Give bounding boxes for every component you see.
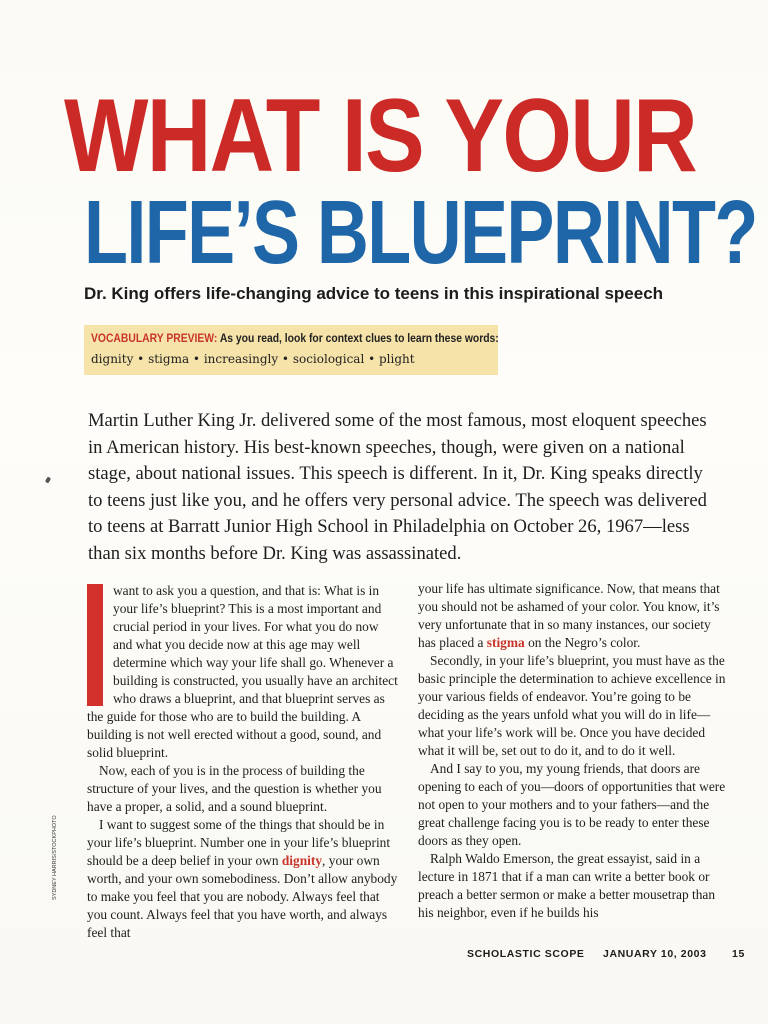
speech-paragraph: Now, each of you is in the process of building the structure of your lives, and the question is whether you have a proper, a solid, and a sound blueprint. [87, 763, 382, 814]
scan-speck [45, 476, 51, 483]
vocab-word-dignity: dignity [281, 853, 323, 868]
speech-paragraph: Ralph Waldo Emerson, the great essayist, said in a lecture in 1871 that if a man can write a better book or preach a better sermon or make a better mousetrap than his neighbor, even if he builds his [418, 851, 716, 920]
headline-line-1: WHAT IS YOUR [64, 78, 696, 194]
speech-text: want to ask you a question, and that is: What is in your life’s blueprint? This is a most important and crucial period in your lives. For what you do now and what you decide now at this age may well determine which way your life shall go. Whenever a building is constructed, you usually have an architect who draws a blueprint, and that blueprint serves as the guide for those who are to build the building. A building is not well erected without a good, sound, and solid blueprint. [87, 583, 398, 760]
vocabulary-preview-box [84, 325, 498, 375]
speech-paragraph [87, 816, 399, 942]
speech-text: , your own worth, and your own somebodiness. Don’t allow anybody to make you feel that you are nobody. Always feel that you count. Always feel that you have worth, and always feel that [87, 853, 398, 940]
vocabulary-instruction: As you read, look for context clues to learn these words: [217, 333, 499, 345]
page-number: 15 [732, 948, 745, 960]
footer-date: JANUARY 10, 2003 [603, 948, 707, 960]
speech-text: your life has ultimate significance. Now, that means that you should not be ashamed of your color. You know, it’s very unfortunate that in so many instances, our society has placed a [418, 581, 720, 650]
intro-paragraph: Martin Luther King Jr. delivered some of the most famous, most eloquent speeches in American history. His best-known speeches, though, were given on a national stage, about national issues. This speech is different. In it, Dr. King speaks directly to teens just like you, and he offers very personal advice. The speech was delivered to teens at Barratt Junior High School in Philadelphia on October 26, 1967—less than six months before Dr. King was assassinated. [88, 410, 707, 564]
footer-publication: SCHOLASTIC SCOPE [467, 948, 585, 960]
speech-paragraph: And I say to you, my young friends, that doors are opening to each of you—doors of opportunities that were not open to your mothers and to your fathers—and the great challenge facing you is to be ready to enter these doors as they open. [418, 761, 726, 848]
speech-paragraph [418, 580, 730, 652]
speech-paragraph [87, 582, 399, 762]
vocabulary-word-list: dignity • stigma • increasingly • sociological • plight [91, 352, 415, 366]
speech-paragraph: Secondly, in your life’s blueprint, you must have as the basic principle the determination to achieve excellence in your various fields of endeavor. You’re going to be deciding as the years unfold what you will do in life—what your life’s work will be. Once you have decided what it will be, set out to do it, and to do it well. [418, 653, 726, 758]
vocabulary-label: VOCABULARY PREVIEW: [91, 333, 218, 345]
vocabulary-preview-heading [91, 333, 499, 345]
speech-text: on the Negro’s color. [524, 635, 641, 650]
photo-credit: SYDNEY HARRIS/STOCKPHOTO [52, 815, 58, 900]
headline-line-2: LIFE’S BLUEPRINT? [84, 183, 757, 283]
drop-cap-i [87, 584, 103, 706]
speech-text: I want to suggest some of the things that should be in your life’s blueprint. Number one in your life’s blueprint should be a deep belief in your own [87, 817, 391, 868]
speech-column-right [418, 580, 730, 922]
vocab-word-stigma: stigma [486, 635, 525, 650]
speech-column-left [87, 582, 399, 942]
headline-deck: Dr. King offers life-changing advice to teens in this inspirational speech [84, 284, 664, 303]
